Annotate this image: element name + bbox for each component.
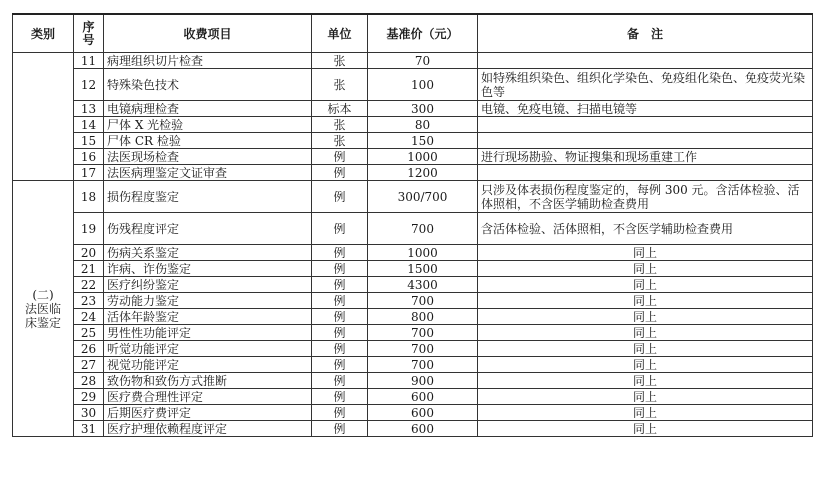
table-row bbox=[13, 165, 813, 181]
table-row bbox=[13, 389, 813, 405]
item-cell: 病理组织切片检查 bbox=[104, 53, 312, 69]
table-row bbox=[13, 133, 813, 149]
unit-cell: 例 bbox=[312, 165, 368, 181]
unit-cell: 例 bbox=[312, 389, 368, 405]
note-cell: 同上 bbox=[478, 421, 813, 437]
note-cell: 同上 bbox=[478, 293, 813, 309]
table-row bbox=[13, 421, 813, 437]
price-cell: 300 bbox=[368, 101, 478, 117]
header-seq bbox=[74, 14, 104, 53]
table-row bbox=[13, 149, 813, 165]
fee-schedule-table bbox=[12, 13, 813, 437]
table-row bbox=[13, 309, 813, 325]
price-cell: 1500 bbox=[368, 261, 478, 277]
table-header bbox=[13, 14, 813, 53]
header-item: 收费项目 bbox=[104, 14, 312, 53]
note-cell: 同上 bbox=[478, 325, 813, 341]
table-row bbox=[13, 69, 813, 101]
note-cell: 含活体检验、活体照相，不含医学辅助检查费用 bbox=[478, 213, 813, 245]
seq-cell: 16 bbox=[74, 149, 104, 165]
item-cell: 活体年龄鉴定 bbox=[104, 309, 312, 325]
table-row bbox=[13, 181, 813, 213]
seq-cell: 31 bbox=[74, 421, 104, 437]
price-cell: 800 bbox=[368, 309, 478, 325]
header-unit: 单位 bbox=[312, 14, 368, 53]
unit-cell: 张 bbox=[312, 133, 368, 149]
price-cell: 900 bbox=[368, 373, 478, 389]
category-cell bbox=[13, 53, 74, 181]
note-cell: 只涉及体表损伤程度鉴定的，每例 300 元。含活体检验、活体照相，不含医学辅助检查费用 bbox=[478, 181, 813, 213]
unit-cell: 例 bbox=[312, 277, 368, 293]
item-cell: 听觉功能评定 bbox=[104, 341, 312, 357]
price-cell: 600 bbox=[368, 389, 478, 405]
unit-cell: 例 bbox=[312, 421, 368, 437]
unit-cell: 张 bbox=[312, 117, 368, 133]
price-cell: 700 bbox=[368, 357, 478, 373]
table-row bbox=[13, 341, 813, 357]
price-cell: 70 bbox=[368, 53, 478, 69]
seq-cell: 28 bbox=[74, 373, 104, 389]
price-cell: 1000 bbox=[368, 149, 478, 165]
header-category: 类别 bbox=[13, 14, 74, 53]
item-cell: 医疗护理依赖程度评定 bbox=[104, 421, 312, 437]
seq-cell: 20 bbox=[74, 245, 104, 261]
table-row bbox=[13, 357, 813, 373]
item-cell: 男性性功能评定 bbox=[104, 325, 312, 341]
unit-cell: 例 bbox=[312, 325, 368, 341]
item-cell: 医疗纠纷鉴定 bbox=[104, 277, 312, 293]
unit-cell: 例 bbox=[312, 373, 368, 389]
table-row bbox=[13, 373, 813, 389]
unit-cell: 例 bbox=[312, 149, 368, 165]
price-cell: 80 bbox=[368, 117, 478, 133]
header-note: 备 注 bbox=[478, 14, 813, 53]
price-cell: 700 bbox=[368, 293, 478, 309]
item-cell: 法医病理鉴定文证审查 bbox=[104, 165, 312, 181]
unit-cell: 张 bbox=[312, 53, 368, 69]
unit-cell: 例 bbox=[312, 357, 368, 373]
item-cell: 法医现场检查 bbox=[104, 149, 312, 165]
item-cell: 医疗费合理性评定 bbox=[104, 389, 312, 405]
table-row bbox=[13, 261, 813, 277]
unit-cell: 例 bbox=[312, 245, 368, 261]
unit-cell: 标本 bbox=[312, 101, 368, 117]
item-cell: 电镜病理检查 bbox=[104, 101, 312, 117]
table-row bbox=[13, 53, 813, 69]
table-row bbox=[13, 117, 813, 133]
seq-cell: 18 bbox=[74, 181, 104, 213]
note-cell: 同上 bbox=[478, 357, 813, 373]
note-cell: 同上 bbox=[478, 309, 813, 325]
item-cell: 损伤程度鉴定 bbox=[104, 181, 312, 213]
price-cell: 100 bbox=[368, 69, 478, 101]
table-row bbox=[13, 101, 813, 117]
note-cell: 同上 bbox=[478, 261, 813, 277]
item-cell: 尸体 X 光检验 bbox=[104, 117, 312, 133]
item-cell: 伤病关系鉴定 bbox=[104, 245, 312, 261]
price-cell: 700 bbox=[368, 213, 478, 245]
seq-cell: 23 bbox=[74, 293, 104, 309]
seq-cell: 19 bbox=[74, 213, 104, 245]
seq-cell: 13 bbox=[74, 101, 104, 117]
price-cell: 600 bbox=[368, 405, 478, 421]
item-cell: 后期医疗费评定 bbox=[104, 405, 312, 421]
note-cell bbox=[478, 53, 813, 69]
price-cell: 700 bbox=[368, 325, 478, 341]
price-cell: 4300 bbox=[368, 277, 478, 293]
note-cell: 同上 bbox=[478, 277, 813, 293]
seq-cell: 25 bbox=[74, 325, 104, 341]
price-cell: 1000 bbox=[368, 245, 478, 261]
unit-cell: 张 bbox=[312, 69, 368, 101]
seq-cell: 11 bbox=[74, 53, 104, 69]
note-cell: 同上 bbox=[478, 405, 813, 421]
note-cell bbox=[478, 117, 813, 133]
unit-cell: 例 bbox=[312, 341, 368, 357]
item-cell: 特殊染色技术 bbox=[104, 69, 312, 101]
header-seq-text: 序号 bbox=[82, 19, 95, 47]
table-body bbox=[13, 53, 813, 437]
table-row bbox=[13, 245, 813, 261]
table-row bbox=[13, 213, 813, 245]
note-cell: 如特殊组织染色、组织化学染色、免疫组化染色、免疫荧光染色等 bbox=[478, 69, 813, 101]
note-cell: 电镜、免疫电镜、扫描电镜等 bbox=[478, 101, 813, 117]
header-price: 基准价（元） bbox=[368, 14, 478, 53]
fee-table-container bbox=[12, 13, 812, 437]
seq-cell: 22 bbox=[74, 277, 104, 293]
note-cell: 同上 bbox=[478, 245, 813, 261]
item-cell: 伤残程度评定 bbox=[104, 213, 312, 245]
seq-cell: 24 bbox=[74, 309, 104, 325]
price-cell: 600 bbox=[368, 421, 478, 437]
note-cell bbox=[478, 165, 813, 181]
unit-cell: 例 bbox=[312, 181, 368, 213]
item-cell: 视觉功能评定 bbox=[104, 357, 312, 373]
seq-cell: 27 bbox=[74, 357, 104, 373]
item-cell: 诈病、诈伤鉴定 bbox=[104, 261, 312, 277]
seq-cell: 15 bbox=[74, 133, 104, 149]
seq-cell: 17 bbox=[74, 165, 104, 181]
table-row bbox=[13, 405, 813, 421]
item-cell: 尸体 CR 检验 bbox=[104, 133, 312, 149]
price-cell: 1200 bbox=[368, 165, 478, 181]
seq-cell: 12 bbox=[74, 69, 104, 101]
price-cell: 700 bbox=[368, 341, 478, 357]
note-cell: 同上 bbox=[478, 373, 813, 389]
note-cell bbox=[478, 133, 813, 149]
seq-cell: 29 bbox=[74, 389, 104, 405]
unit-cell: 例 bbox=[312, 261, 368, 277]
item-cell: 致伤物和致伤方式推断 bbox=[104, 373, 312, 389]
category-label: (二) 法医临 床鉴定 bbox=[24, 287, 61, 330]
category-cell bbox=[13, 181, 74, 437]
price-cell: 300/700 bbox=[368, 181, 478, 213]
price-cell: 150 bbox=[368, 133, 478, 149]
seq-cell: 30 bbox=[74, 405, 104, 421]
item-cell: 劳动能力鉴定 bbox=[104, 293, 312, 309]
table-row bbox=[13, 325, 813, 341]
seq-cell: 26 bbox=[74, 341, 104, 357]
seq-cell: 21 bbox=[74, 261, 104, 277]
note-cell: 同上 bbox=[478, 389, 813, 405]
table-row bbox=[13, 293, 813, 309]
seq-cell: 14 bbox=[74, 117, 104, 133]
unit-cell: 例 bbox=[312, 293, 368, 309]
unit-cell: 例 bbox=[312, 309, 368, 325]
note-cell: 进行现场勘验、物证搜集和现场重建工作 bbox=[478, 149, 813, 165]
note-cell: 同上 bbox=[478, 341, 813, 357]
header-row bbox=[13, 14, 813, 53]
table-row bbox=[13, 277, 813, 293]
unit-cell: 例 bbox=[312, 405, 368, 421]
unit-cell: 例 bbox=[312, 213, 368, 245]
